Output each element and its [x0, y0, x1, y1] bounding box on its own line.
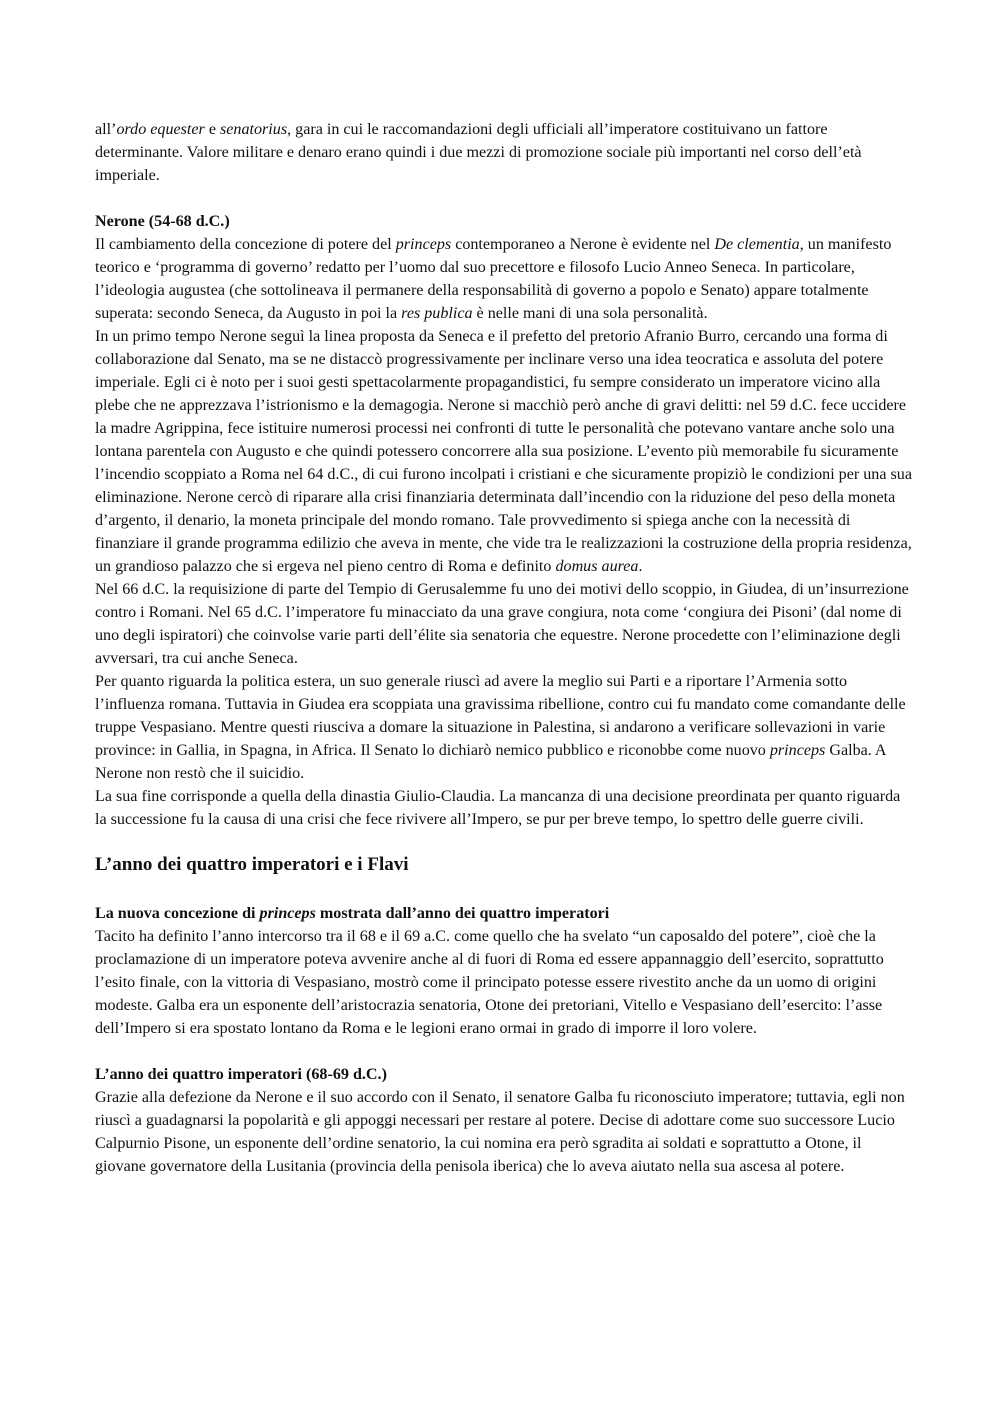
concezione-paragraph: Tacito ha definito l’anno intercorso tra il 68 e il 69 a.C. come quello che ha svelato “un caposaldo del potere”, cioè che la proclamazione di un imperatore poteva avvenire anche al di fuori di Roma ed essere appannaggio dell’esercito, soprattutto l’esito finale, con la vittoria di Vespasiano, mostrò come il principato potesse essere rivestito anche da un uomo di origini modeste. Galba era un esponente dell’aristocrazia senatoria, Otone dei pretoriani, Vitello e Vespasiano dell’esercito: l’asse dell’Impero si era spostato lontano da Roma e le legioni erano ormai in grado di imporre il loro volere. — [95, 928, 884, 1037]
text-run: , un manifesto teorico e ‘programma di governo’ redatto per l’uomo dal suo precettore e filosofo Lucio Anneo Seneca. In particolare, l’ideologia augustea (che sottolineava il permanere della responsabilità di governo a popolo e Senato) appare totalmente superata: secondo Seneca, da Augusto in poi la — [95, 236, 892, 322]
italic-term: princeps — [395, 236, 452, 253]
italic-term: princeps — [769, 742, 826, 759]
italic-term: ordo equester — [116, 121, 205, 138]
intro-paragraph — [95, 118, 915, 187]
text-run: mostrata dall’anno dei quattro imperatori — [315, 905, 610, 922]
section-heading: L’anno dei quattro imperatori e i Flavi — [95, 854, 409, 875]
text-run: Galba. A Nerone non restò che il suicidio. — [95, 742, 886, 782]
concezione-heading — [95, 902, 915, 925]
italic-term: De clementia — [714, 236, 800, 253]
anno-heading: L’anno dei quattro imperatori (68-69 d.C.) — [95, 1066, 387, 1083]
italic-term: domus aurea — [555, 558, 639, 575]
text-run: , gara in cui le raccomandazioni degli ufficiali all’imperatore costituivano un fattore determinante. Valore militare e denaro erano quindi i due mezzi di promozione sociale più importanti nel corso dell’età imperiale. — [95, 121, 862, 184]
nerone-paragraph-3: Nel 66 d.C. la requisizione di parte del Tempio di Gerusalemme fu uno dei motivi dello scoppio, in Giudea, di un’insurrezione contro i Romani. Nel 65 d.C. l’imperatore fu minacciato da una grave congiura, nota come ‘congiura dei Pisoni’ (dal nome di uno degli ispiratori) che coinvolse varie parti dell’élite sia senatoria che equestre. Nerone procedette con l’eliminazione degli avversari, tra cui anche Seneca. — [95, 581, 909, 667]
text-run: è nelle mani di una sola personalità. — [472, 305, 708, 322]
text-run: Il cambiamento della concezione di potere del — [95, 236, 396, 253]
text-run: Per quanto riguarda la politica estera, un suo generale riuscì ad avere la meglio sui Parti e a riportare l’Armenia sotto l’influenza romana. Tuttavia in Giudea era scoppiata una gravissima ribellione, contro cui fu mandato come comandante delle truppe Vespasiano. Mentre questi riusciva a domare la situazione in Palestina, si andarono a verificare sollevazioni in varie province: in Gallia, in Spagna, in Africa. Il Senato lo dichiarò nemico pubblico e riconobbe come nuovo — [95, 673, 906, 759]
italic-term: res publica — [401, 305, 473, 322]
nerone-paragraph-5: La sua fine corrisponde a quella della dinastia Giulio-Claudia. La mancanza di una decisione preordinata per quanto riguarda la successione fu la causa di una crisi che fece rivivere all’Impero, se pur per breve tempo, lo spettro delle guerre civili. — [95, 788, 901, 828]
text-run: e — [204, 121, 221, 138]
text-run: all’ — [95, 121, 117, 138]
text-run: In un primo tempo Nerone seguì la linea proposta da Seneca e il prefetto del pretorio Afranio Burro, cercando una forma di collaborazione dal Senato, ma se ne distaccò progressivamente per inclinare verso una idea teocratica e assoluta del potere imperiale. Egli ci è noto per i suoi gesti spettacolarmente propagandistici, fu sempre considerato un imperatore vicino alla plebe che ne apprezzava l’istrionismo e la demagogia. Nerone si macchiò però anche di gravi delitti: nel 59 d.C. fece uccidere la madre Agrippina, fece istituire numerosi processi nei confronti di tutte le personalità che potevano vantare anche solo una lontana parentela con Augusto e che quindi potessero concorrere alla sua posizione. L’evento più memorabile fu sicuramente l’incendio scoppiato a Roma nel 64 d.C., di cui furono incolpati i cristiani e che sicuramente propiziò le condizioni per una sua eliminazione. Nerone cercò di riparare alla crisi finanziaria determinata dall’incendio con la riduzione del peso della moneta d’argento, il denario, la moneta principale del mondo romano. Tale provvedimento si spiega anche con la necessità di finanziare il grande programma edilizio che aveva in mente, che vide tra le realizzazioni la costruzione della propria residenza, un grandioso palazzo che si ergeva nel pieno centro di Roma e definito — [95, 328, 912, 575]
text-run: La nuova concezione di — [95, 905, 260, 922]
italic-term: senatorius — [220, 121, 288, 138]
text-run: . — [638, 558, 643, 575]
anno-paragraph: Grazie alla defezione da Nerone e il suo accordo con il Senato, il senatore Galba fu riconosciuto imperatore; tuttavia, egli non riuscì a guadagnarsi la popolarità e gli appoggi necessari per restare al potere. Decise di adottare come suo successore Lucio Calpurnio Pisone, un esponente dell’ordine senatorio, la cui nomina era però sgradita ai soldati e soprattutto a Otone, il giovane governatore della Lusitania (provincia della penisola iberica) che lo aveva aiutato nella sua ascesa al potere. — [95, 1089, 905, 1175]
text-run: contemporaneo a Nerone è evidente nel — [451, 236, 715, 253]
italic-term: princeps — [259, 905, 316, 922]
nerone-heading: Nerone (54-68 d.C.) — [95, 213, 230, 230]
nerone-paragraph-2 — [95, 325, 915, 578]
document-page — [95, 118, 915, 1178]
nerone-paragraph-1 — [95, 233, 915, 325]
nerone-paragraph-4 — [95, 670, 915, 785]
